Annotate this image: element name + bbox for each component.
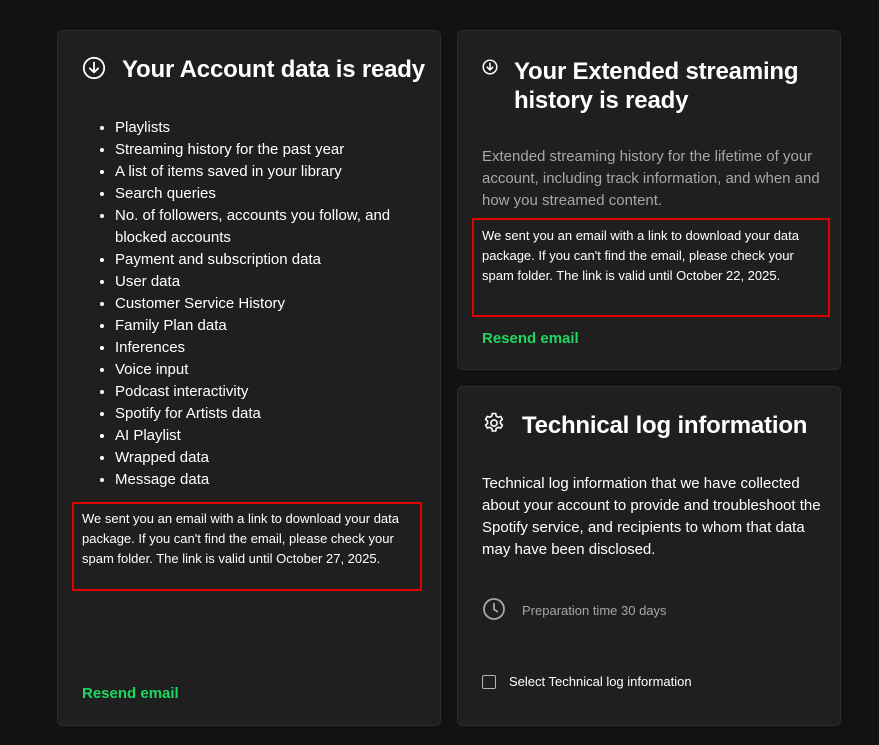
list-item: • Inferences (115, 337, 445, 359)
clock-icon (482, 597, 506, 624)
list-item: • Podcast interactivity (115, 381, 445, 403)
select-technical-log-option[interactable] (482, 674, 692, 689)
download-circle-icon (82, 56, 106, 85)
list-item: • Voice input (115, 359, 445, 381)
resend-email-button[interactable]: Resend email (482, 330, 579, 347)
extended-history-title: Your Extended streaming history is ready (514, 58, 799, 114)
list-item: • No. of followers, accounts you follow, and blocked accounts (115, 205, 445, 249)
gear-icon (482, 411, 506, 440)
list-item: • Payment and subscription data (115, 249, 445, 271)
list-item: • Streaming history for the past year (115, 139, 445, 161)
list-item: • User data (115, 271, 445, 293)
list-item: • Wrapped data (115, 447, 445, 469)
list-item: • Customer Service History (115, 293, 445, 315)
extended-history-description: Extended streaming history for the lifetime of your account, including track information, and when and how you streamed content. (482, 148, 820, 209)
resend-email-button[interactable]: Resend email (82, 685, 179, 702)
technical-log-card (457, 386, 841, 726)
account-data-title: Your Account data is ready (122, 56, 425, 83)
account-data-card (57, 30, 441, 726)
preparation-time (482, 597, 667, 624)
list-item: • Playlists (115, 117, 445, 139)
technical-log-description: Technical log information that we have collected about your account to provide and troubleshoot the Spotify service, and recipients to whom that data may have been disclosed. (482, 475, 821, 558)
email-sent-notice: We sent you an email with a link to download your data package. If you can't find the email, please check your spam folder. The link is valid until October 27, 2025. (72, 502, 422, 591)
list-item: • Family Plan data (115, 315, 445, 337)
technical-log-checkbox-label[interactable]: Select Technical log information (509, 674, 692, 689)
account-data-header (82, 55, 425, 85)
preparation-time-text: Preparation time 30 days (522, 603, 667, 618)
email-sent-notice: We sent you an email with a link to download your data package. If you can't find the email, please check your spam folder. The link is valid until October 22, 2025. (472, 218, 830, 317)
technical-log-header (482, 411, 807, 440)
list-item: • A list of items saved in your library (115, 161, 445, 183)
list-item: • Spotify for Artists data (115, 403, 445, 425)
list-item: • Search queries (115, 183, 445, 205)
download-circle-icon (482, 59, 498, 80)
list-item: • Message data (115, 469, 445, 491)
extended-history-card (457, 30, 841, 370)
technical-log-checkbox[interactable] (482, 675, 496, 689)
account-data-list (98, 117, 445, 491)
extended-history-header (482, 57, 822, 115)
technical-log-title: Technical log information (522, 412, 808, 439)
list-item: • AI Playlist (115, 425, 445, 447)
